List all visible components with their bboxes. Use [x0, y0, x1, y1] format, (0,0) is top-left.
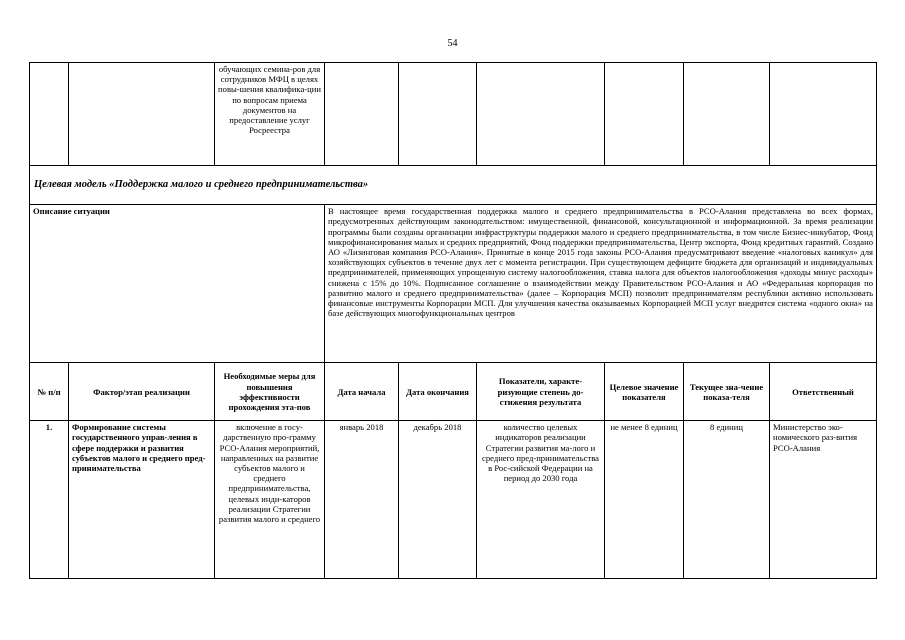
header-num: № п/п: [30, 363, 69, 421]
situation-row: [30, 205, 877, 363]
table-header-row: [30, 363, 877, 421]
row-responsible: Министерство эко-номического раз-вития РСО-Алания: [770, 421, 877, 579]
header-current-value: Текущее зна-чение показа-теля: [684, 363, 770, 421]
target-model-table: [29, 62, 877, 579]
header-measures: Необходимые меры для повышения эффективности прохождения эта-пов: [215, 363, 325, 421]
section-title: Целевая модель «Поддержка малого и среднего предпринимательства»: [30, 166, 877, 205]
row-indicators: количество целевых индикаторов реализации Стратегии развития ма-лого и среднего пред-принимательства в Рос-сийской Федерации на период до 2030 года: [477, 421, 605, 579]
situation-label: Описание ситуации: [30, 205, 325, 363]
row-start-date: январь 2018: [325, 421, 399, 579]
row-number: 1.: [30, 421, 69, 579]
table-row: [30, 421, 877, 579]
row-end-date: декабрь 2018: [399, 421, 477, 579]
section-title-row: [30, 166, 877, 205]
row-measures: включение в госу-дарственную про-грамму РСО-Алания мероприятий, направленных на развитие субъектов малого и среднего предпринимательства, целевых инди-каторов реализации Стратегии развития малого и среднего: [215, 421, 325, 579]
row-current-value: 8 единиц: [684, 421, 770, 579]
header-start-date: Дата начала: [325, 363, 399, 421]
row-factor: Формирование системы государственного управ-ления в сфере поддержки и развития субъектов малого и среднего пред-принимательства: [69, 421, 215, 579]
page-number: 54: [447, 38, 458, 49]
header-indicators: Показатели, характе-ризующие степень до-стижения результата: [477, 363, 605, 421]
header-factor: Фактор/этап реализации: [69, 363, 215, 421]
continued-row: [30, 63, 877, 166]
header-end-date: Дата окончания: [399, 363, 477, 421]
header-target-value: Целевое значение показателя: [605, 363, 684, 421]
header-responsible: Ответственный: [770, 363, 877, 421]
row-target-value: не менее 8 единиц: [605, 421, 684, 579]
situation-text: В настоящее время государственная поддержка малого и среднего предпринимательства в РСО-Алания представлена во всех формах, предусмотренных действующим законодательством: имущественной, финансовой, консультационной и информационной. За время реализации программы были созданы организации инфраструктуры поддержки малого и среднего предпринимательства, в том числе Бизнес-инкубатор, Фонд микрофинансирования малых и средних предприятий, Фонд поддержки предпринимательства, Центр экспорта, Фонд кредитных гарантий. Создано АО «Лизинговая компания РСО-Алания». Принятые в конце 2015 года законы РСО-Алания предусматривают введение «налоговых каникул» для хозяйствующих субъектов в течение двух лет с момента регистрации. При существующем дефиците бюджета для организаций и индивидуальных предпринимателей, применяющих упрощенную систему налогообложения, ставка налога для объектов налогообложения «доходы минус расходы» снижена с 15% до 10%. Подписанное соглашение о взаимодействии между Правительством РСО-Алания и АО «Федеральная корпорация по развитию малого и среднего предпринимательства» (далее – Корпорация МСП) позволит предпринимателям республики активно использовать финансовые инструменты Корпорации МСП. Для улучшения качества оказываемых Корпорацией МСП услуг внедрятся система «одного окна» на базе действующих многофункциональных центров: [325, 205, 877, 363]
continued-measure-cell: обучающих семина-ров для сотрудников МФЦ в целях повы-шения квалифика-ции по вопросам приема документов на предоставление услуг Росреестра: [215, 63, 325, 166]
